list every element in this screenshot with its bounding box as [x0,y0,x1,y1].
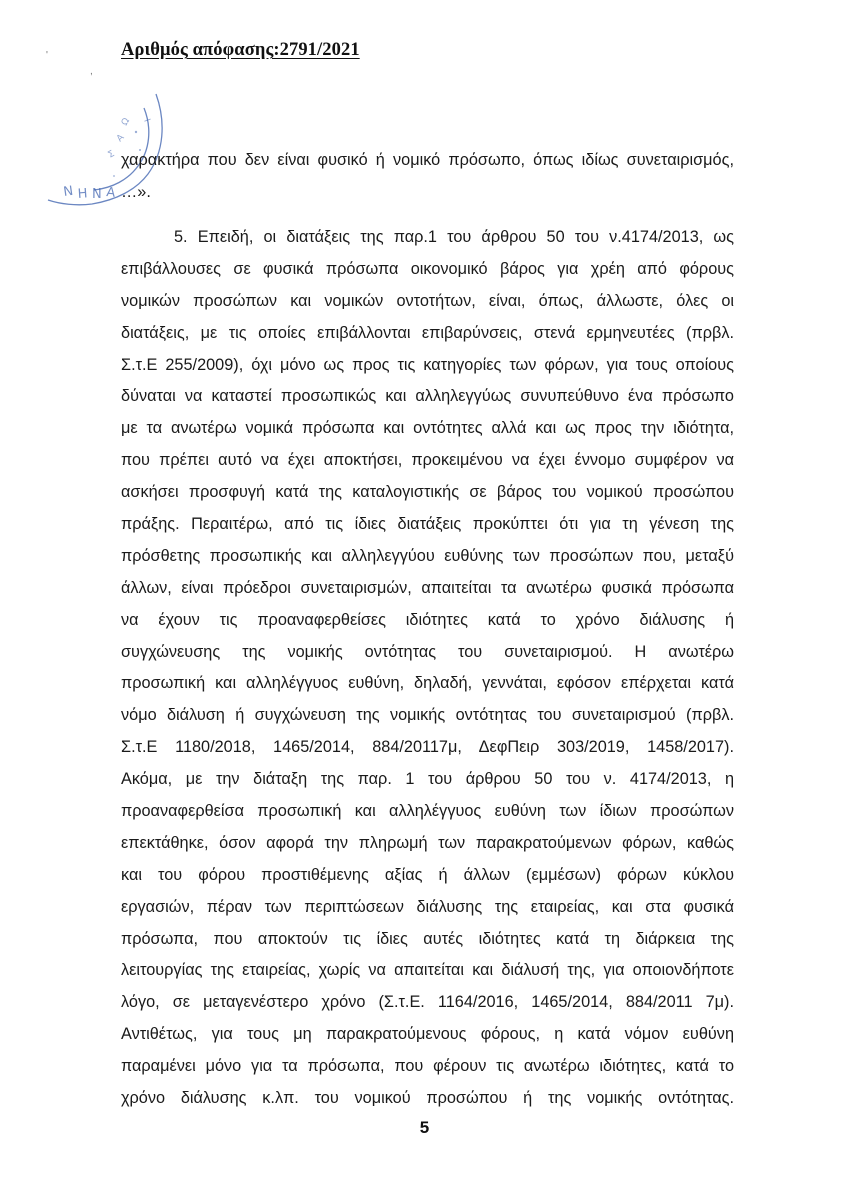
svg-text:Α: Α [105,185,117,201]
scan-speck: , [90,66,93,77]
paragraph-line: εργασιών, πέραν των περιπτώσεων διάλυσης της εταιρείας, και στα φυσικά [121,897,734,916]
paragraph-line: άλλων, είναι πρόεδροι συνεταιρισμών, απαιτείται τα ανωτέρω φυσικά πρόσωπα [121,578,734,597]
decision-number-heading: Αριθμός απόφασης:2791/2021 [121,40,360,60]
paragraph-line: Σ.τ.Ε 255/2009), όχι μόνο ως προς τις κατηγορίες των φόρων, για τους οποίους [121,355,734,374]
paragraph-line: προσωπική και αλληλέγγυος ευθύνη, δηλαδή, γεννάται, εφόσον επέρχεται κατά [121,674,734,693]
paragraph-line: επιβάλλουσες σε φυσικά πρόσωπα οικονομικό βάρος για χρέη από φόρους [121,259,734,278]
svg-text:Α: Α [115,132,127,145]
paragraph-line: να έχουν τις προαναφερθείσες ιδιότητες κατά το χρόνο διάλυσης ή [121,610,734,629]
paragraph-line: 5. Επειδή, οι διατάξεις της παρ.1 του άρθρου 50 του ν.4174/2013, ως [174,228,734,246]
paragraph-line: διατάξεις, με τις οποίες επιβάλλονται επιβαρύνσεις, στενά ερμηνευτέες (πρβλ. [121,323,734,342]
svg-text:Ν: Ν [62,183,75,200]
paragraph-line: Αντιθέτως, για τους μη παρακρατούμενους φόρους, η κατά νόμον ευθύνη [121,1025,734,1044]
paragraph-line: ασκήσει προσφυγή κατά της καταλογιστικής σε βάρος του νομικού προσώπου [121,483,734,502]
paragraph-line: λόγο, σε μεταγενέστερο χρόνο (Σ.τ.Ε. 1164/2016, 1465/2014, 884/2011 7μ). [121,993,734,1012]
paragraph-line: προαναφερθείσα προσωπική και αλληλέγγυος ευθύνη των ίδιων προσώπων [121,802,734,821]
paragraph-line: πρόσωπα, που αποκτούν τις ίδιες αυτές ιδιότητες κατά τη διάρκεια της [121,929,734,948]
paragraph-line: νομικών προσώπων και νομικών οντοτήτων, είναι, όπως, άλλωστε, όλες οι [121,291,734,310]
paragraph-line: παραμένει μόνο για τα πρόσωπα, που φέρουν τις ανωτέρω ιδιότητες, κατά το [121,1057,734,1076]
paragraph-line: και του φόρου προστιθέμενης αξίας ή άλλων (εμμέσων) φόρων κύκλου [121,865,734,884]
paragraph-line: Σ.τ.Ε 1180/2018, 1465/2014, 884/20117μ, ΔεφΠειρ 303/2019, 1458/2017). [121,738,734,757]
scan-speck: ' [46,50,48,61]
svg-text:Ι: Ι [141,117,152,124]
paragraph-line: πρόσθετης προσωπικής και αλληλεγγύου ευθύνης των προσώπων που, μεταξύ [121,546,734,565]
paragraph-5 [121,222,734,1115]
paragraph-line: πράξης. Περαιτέρω, από τις ίδιες διατάξεις προκύπτει ότι για τη γένεση της [121,515,734,534]
svg-text:Ω: Ω [119,116,133,128]
paragraph-line: που πρέπει αυτό να έχει αποκτήσει, προκειμένου να έχει έννομο συμφέρον να [121,451,734,470]
paragraph-line: δύναται να καταστεί προσωπικώς και αλληλεγγύως συνυπεύθυνο ένα πρόσωπο [121,387,734,406]
quote-line: χαρακτήρα που δεν είναι φυσικό ή νομικό πρόσωπο, όπως ιδίως συνεταιρισμός, [121,151,734,169]
paragraph-line: συγχώνευσης της νομικής οντότητας του συνεταιρισμού. Η ανωτέρω [121,642,734,661]
svg-text:Η: Η [77,186,89,202]
paragraph-line: επεκτάθηκε, όσον αφορά την πληρωμή των παρακρατούμενων φόρων, καθώς [121,833,734,852]
quote-line: …». [121,182,151,201]
paragraph-line: Ακόμα, με την διάταξη της παρ. 1 του άρθρου 50 του ν. 4174/2013, η [121,770,734,789]
paragraph-line: με τα ανωτέρω νομικά πρόσωπα και οντότητες αλλά και ως προς την ιδιότητα, [121,419,734,438]
paragraph-line: λειτουργίας της εταιρείας, χωρίς να απαιτείται και διάλυσή της, για οποιονδήποτε [121,961,734,980]
svg-text:Ν: Ν [92,187,102,202]
quote-continuation [121,145,734,209]
page-number: 5 [419,1118,430,1137]
paragraph-line: νόμο διάλυση ή συγχώνευση της νομικής οντότητας του συνεταιρισμού (πρβλ. [121,706,734,725]
paragraph-line: χρόνο διάλυσης κ.λπ. του νομικού προσώπου ή της νομικής οντότητας. [121,1089,734,1108]
svg-text:Σ: Σ [106,149,117,161]
